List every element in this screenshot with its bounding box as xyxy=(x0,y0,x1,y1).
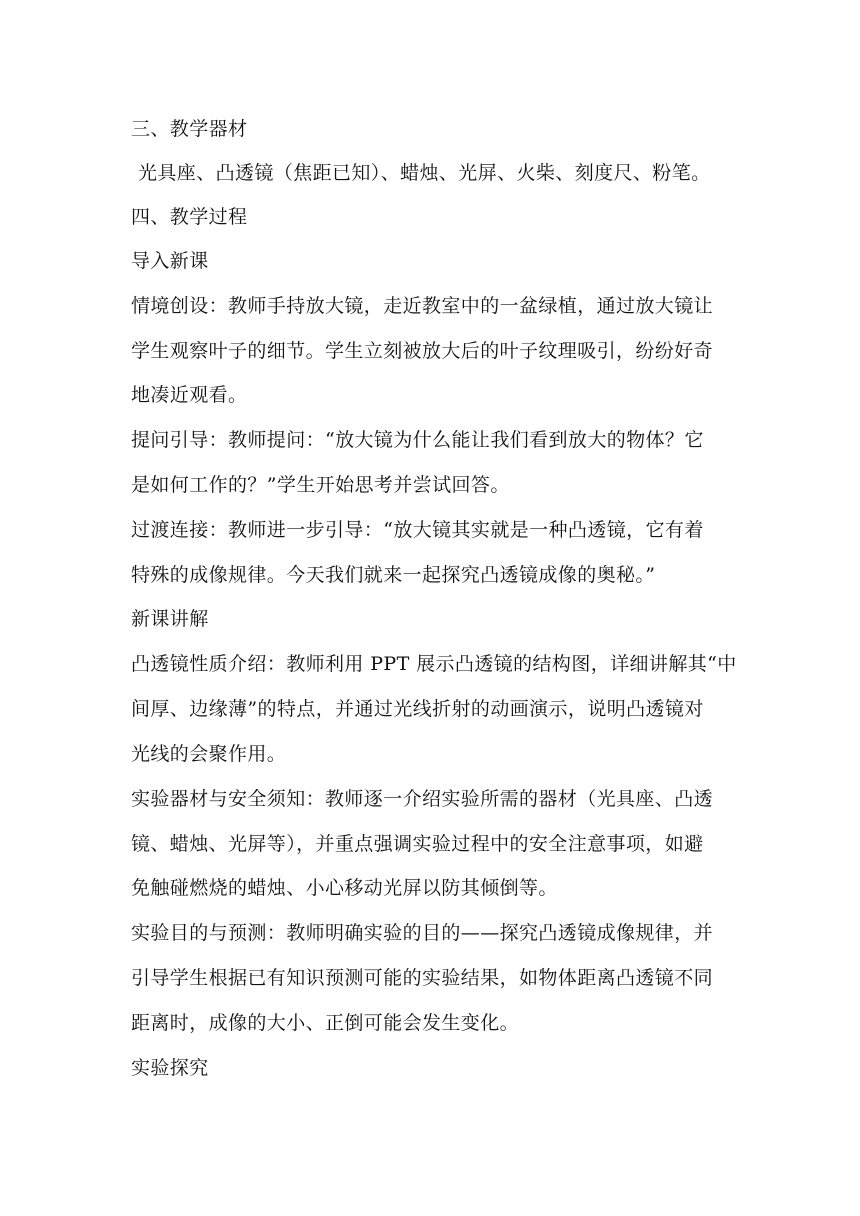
paragraph-line: 是如何工作的？”学生开始思考并尝试回答。 xyxy=(131,474,510,496)
paragraph-line: 情境创设：教师手持放大镜，走近教室中的一盆绿植，通过放大镜让 xyxy=(131,295,714,317)
paragraph-line: 过渡连接：教师进一步引导：“放大镜其实就是一种凸透镜，它有着 xyxy=(131,519,704,541)
paragraph-line: 间厚、边缘薄”的特点，并通过光线折射的动画演示，说明凸透镜对 xyxy=(131,698,704,720)
paragraph-line: 镜、蜡烛、光屏等），并重点强调实验过程中的安全注意事项，如避 xyxy=(131,833,704,855)
paragraph-line: 免触碰燃烧的蜡烛、小心移动光屏以防其倾倒等。 xyxy=(131,877,558,899)
paragraph-line: 学生观察叶子的细节。学生立刻被放大后的叶子纹理吸引，纷纷好奇 xyxy=(131,340,714,362)
paragraph-line: 地凑近观看。 xyxy=(131,384,248,406)
paragraph-line: 实验目的与预测：教师明确实验的目的——探究凸透镜成像规律，并 xyxy=(131,922,714,944)
subheading-intro: 导入新课 xyxy=(131,250,209,272)
paragraph-line: 特殊的成像规律。今天我们就来一起探究凸透镜成像的奥秘。” xyxy=(131,564,656,586)
paragraph-line: 距离时，成像的大小、正倒可能会发生变化。 xyxy=(131,1012,520,1034)
paragraph-line: 凸透镜性质介绍：教师利用 PPT 展示凸透镜的结构图，详细讲解其“中 xyxy=(131,653,737,675)
subheading-experiment: 实验探究 xyxy=(131,1057,209,1079)
paragraph-line: 实验器材与安全须知：教师逐一介绍实验所需的器材（光具座、凸透 xyxy=(131,788,714,810)
paragraph-line: 提问引导：教师提问：“放大镜为什么能让我们看到放大的物体？它 xyxy=(131,429,704,451)
materials-text: 光具座、凸透镜（焦距已知）、蜡烛、光屏、火柴、刻度尺、粉笔。 xyxy=(138,162,711,184)
heading-teaching-materials: 三、教学器材 xyxy=(131,118,248,140)
paragraph-line: 光线的会聚作用。 xyxy=(131,743,287,765)
paragraph-line: 引导学生根据已有知识预测可能的实验结果，如物体距离凸透镜不同 xyxy=(131,967,714,989)
heading-teaching-process: 四、教学过程 xyxy=(131,206,248,228)
subheading-new-lesson: 新课讲解 xyxy=(131,608,209,630)
